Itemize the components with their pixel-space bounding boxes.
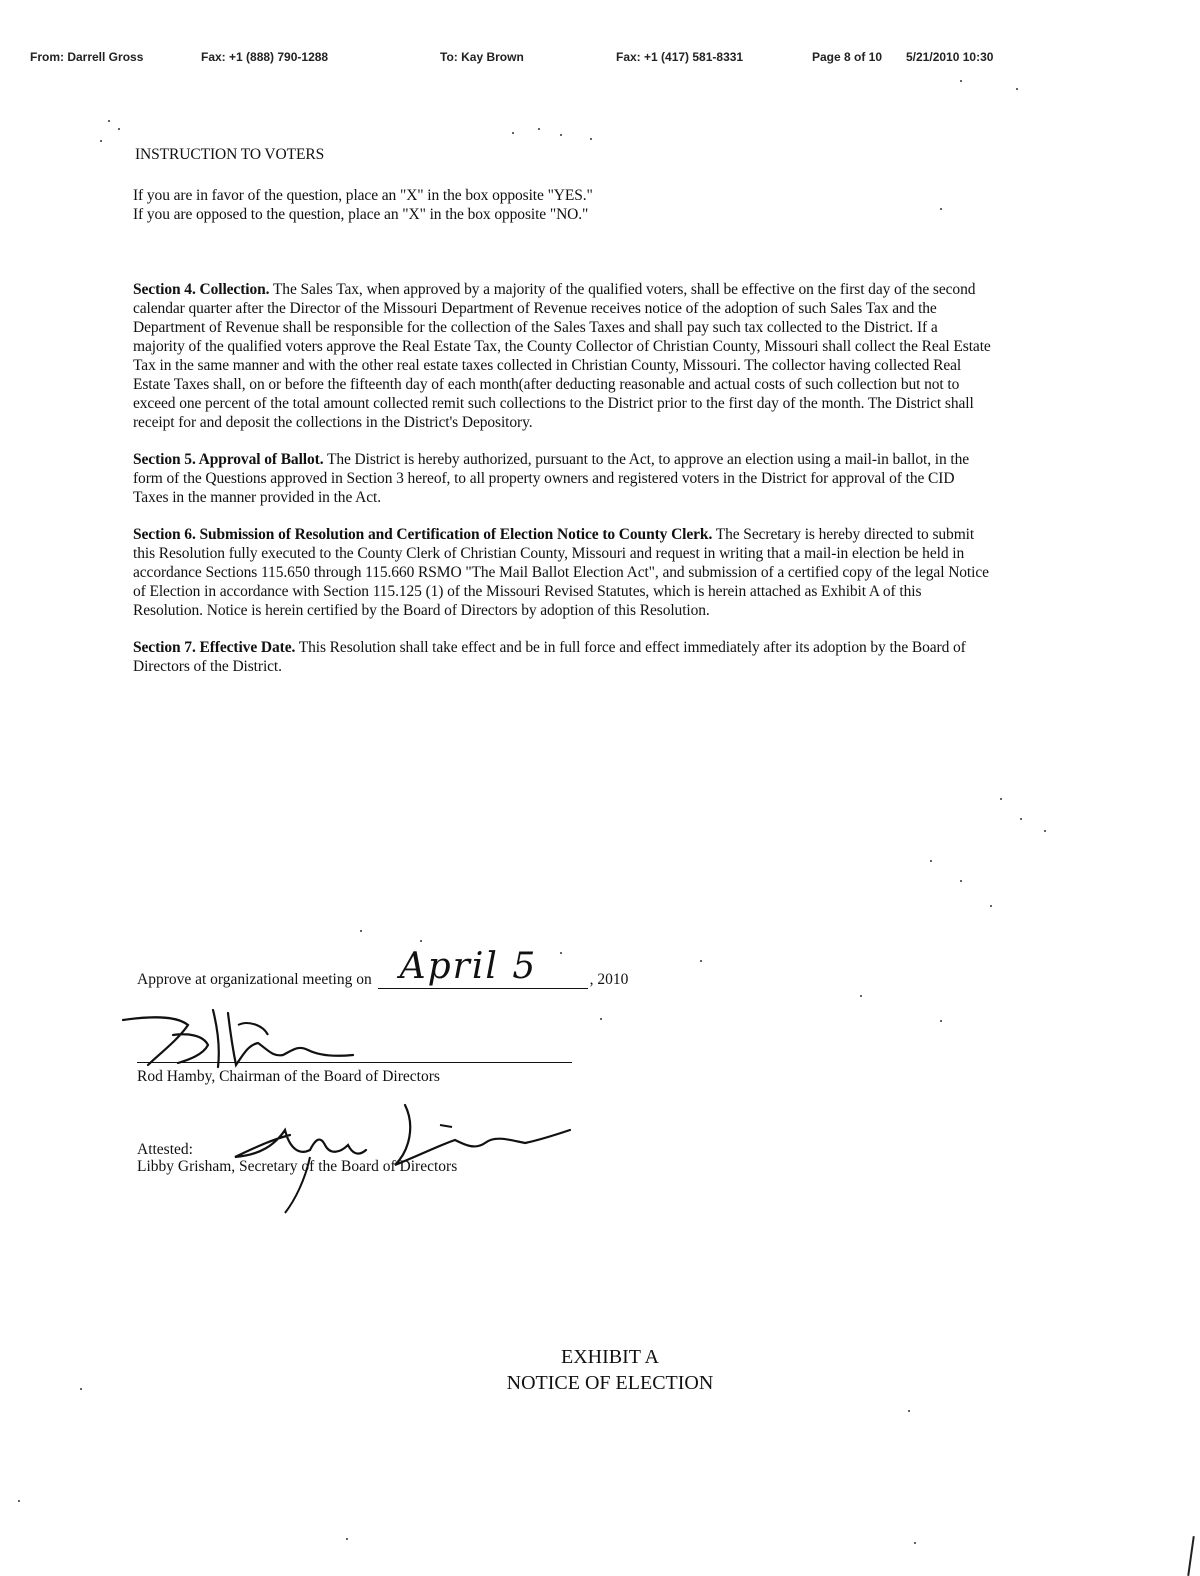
section-title: Section 7. Effective Date. (133, 639, 296, 656)
section-5-approval-of-ballot (133, 450, 993, 507)
chairman-signature-line (137, 1062, 572, 1063)
fax-to: To: Kay Brown (440, 50, 524, 64)
voter-instructions (133, 145, 993, 224)
exhibit-title: NOTICE OF ELECTION (506, 1372, 714, 1394)
chairman-name: Rod Hamby, Chairman of the Board of Directors (137, 1068, 440, 1085)
fax-to-number: Fax: +1 (417) 581-8331 (616, 50, 744, 64)
secretary-name-block (137, 1158, 457, 1176)
chairman-signature (118, 1005, 378, 1075)
exhibit-heading (0, 1344, 1200, 1396)
exhibit-label: EXHIBIT A (561, 1346, 659, 1368)
section-body: The Secretary is hereby directed to submit this Resolution fully executed to the County Clerk of Christian County, Missouri and request in writing that a mail-in election be held in accordance Sections 115.650 through 115.660 RSMO "The Mail Ballot Election Act", and submission of a certified copy of the legal Notice of Election in accordance with Section 115.125 (1) of the Missouri Revised Statutes, which is herein attached as Exhibit A of this Resolution. Notice is herein certified by the Board of Directors by adoption of this Resolution. (133, 526, 989, 619)
attested-label: Attested: (137, 1141, 193, 1158)
section-body: This Resolution shall take effect and be in full force and effect immediately after its adoption by the Board of Directors of the District. (133, 639, 966, 675)
section-title: Section 5. Approval of Ballot. (133, 451, 324, 468)
approval-year: , 2010 (589, 971, 629, 988)
section-title: Section 4. Collection. (133, 281, 270, 298)
fax-datetime: 5/21/2010 10:30 (906, 50, 994, 64)
approval-date-blank (378, 946, 588, 989)
document-body (133, 145, 993, 694)
section-body: The Sales Tax, when approved by a majority of the qualified voters, shall be effective on the first day of the second calendar quarter after the Director of the Missouri Department of Revenue receives notice of the adoption of such Sales Tax and the Department of Revenue shall be responsible for the collection of the Sales Taxes and shall pay such tax collected to the District. If a majority of the qualified voters approve the Real Estate Tax, the County Collector of Christian County, Missouri shall collect the Real Estate Tax in the same manner and with the other real estate taxes collected in Christian County, Missouri. The collector having collected Real Estate Taxes shall, on or before the fifteenth day of each month(after deducting reasonable and actual costs of such collection but not to exceed one percent of the total amount collected remit such collections to the District prior to the first day of the month. The District shall receipt for and deposit the collections in the District's Depository. (133, 281, 991, 431)
section-6-submission (133, 525, 993, 620)
attested-label-block (137, 1141, 193, 1159)
fax-header (0, 50, 1200, 70)
instruction-no: If you are opposed to the question, place an "X" in the box opposite "NO." (133, 206, 589, 223)
fax-page: Page 8 of 10 (812, 50, 883, 64)
section-4-collection (133, 280, 993, 432)
section-title: Section 6. Submission of Resolution and Certification of Election Notice to County Clerk. (133, 526, 713, 543)
section-7-effective-date (133, 638, 993, 676)
instructions-heading: INSTRUCTION TO VOTERS (135, 146, 325, 163)
secretary-name: Libby Grisham, Secretary of the Board of Directors (137, 1158, 458, 1175)
instruction-yes: If you are in favor of the question, place an "X" in the box opposite "YES." (133, 187, 593, 204)
fax-from: From: Darrell Gross (30, 50, 144, 64)
approval-prefix: Approve at organizational meeting on (137, 971, 372, 988)
chairman-name-block (137, 1068, 440, 1086)
section-body: The District is hereby authorized, pursuant to the Act, to approve an election using a mail-in ballot, in the form of the Questions approved in Section 3 hereof, to all property owners and registered voters in the District for approval of the CID Taxes in the manner provided in the Act. (133, 451, 970, 506)
handwritten-date: April 5 (399, 946, 538, 987)
scan-edge-line (1187, 1536, 1195, 1576)
fax-from-number: Fax: +1 (888) 790-1288 (201, 50, 329, 64)
approval-line (137, 946, 629, 989)
